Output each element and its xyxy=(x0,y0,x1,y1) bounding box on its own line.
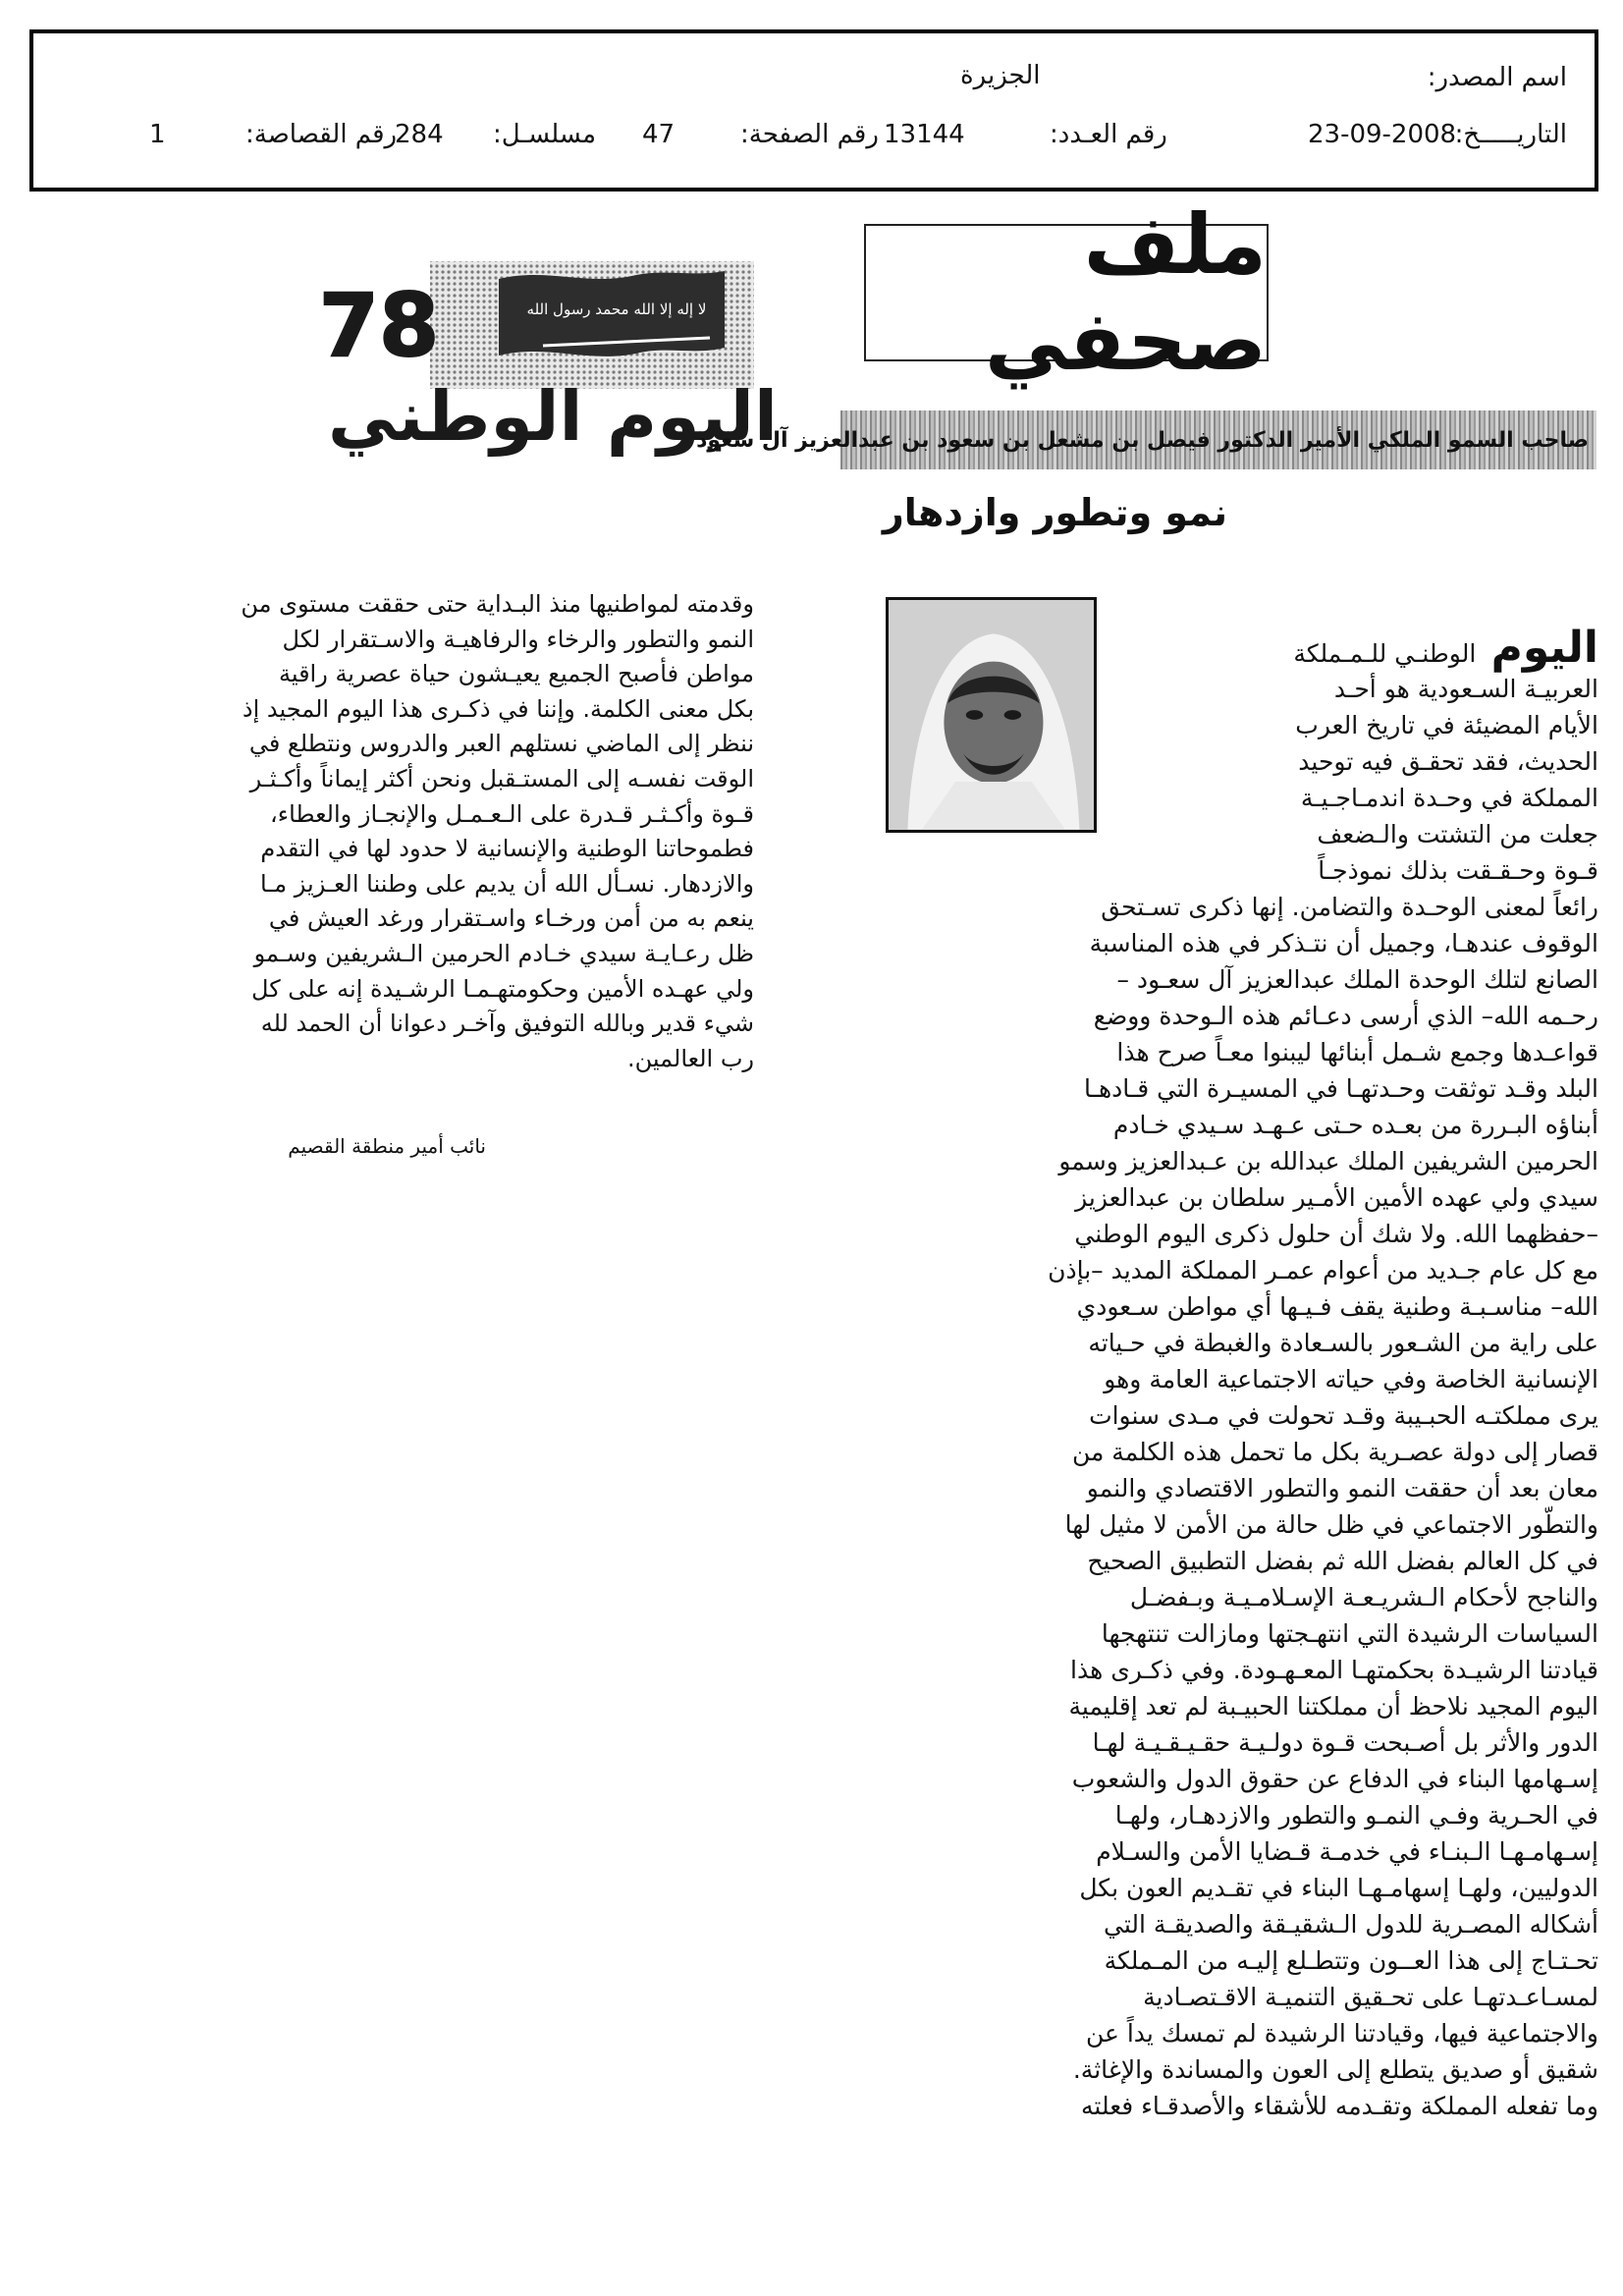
article-line: تحـتـاج إلى هذا العــون وتتطـلع إليـه من المـملكة xyxy=(1104,1946,1598,1975)
press-file-logo xyxy=(864,196,1269,389)
article-line: ننظر إلى الماضي نستلهم العبر والدروس ونتطلع في xyxy=(248,730,754,758)
article-line: أشكاله المصـرية للدول الـشقيـقة والصديقـة التي xyxy=(1104,1910,1598,1939)
article-line: وما تفعله المملكة وتقـدمه للأشقاء والأصدقـاء فعلته xyxy=(1081,2092,1598,2120)
article-line: الإنسانية الخاصة وفي حياته الاجتماعية العامة وهو xyxy=(1104,1365,1598,1394)
clipping-value: 1 xyxy=(149,120,166,149)
article-line: المملكة في وحـدة اندمـاجـيـة xyxy=(1300,784,1598,812)
article-left-column xyxy=(241,587,754,1076)
article-line: الله– مناسـبـة وطنية يقف فـيـها أي مواطن سـعودي xyxy=(1076,1292,1598,1321)
article-line: إسـهامها البناء في الدفاع عن حقوق الدول والشعوب xyxy=(1071,1765,1598,1793)
article-line: سيدي ولي عهده الأمين الأمـير سلطان بن عبدالعزيز xyxy=(1075,1183,1598,1212)
article-line: –حفظهما الله. ولا شك أن حلول ذكرى اليوم الوطني xyxy=(1074,1220,1598,1248)
article-line: رحـمه الله– الذي أرسى دعـائم هذه الـوحدة ووضع xyxy=(1093,1002,1598,1030)
date-value: 23-09-2008 xyxy=(1308,120,1457,149)
article-line: رائعاً لمعنى الوحـدة والتضامن. إنها ذكرى تسـتحق xyxy=(1101,893,1598,921)
article-line: العربيـة السـعودية هو أحـد xyxy=(1333,675,1598,703)
article-line: قيادتنا الرشيـدة بحكمتهـا المعـهـودة. وفي ذكـرى هذا xyxy=(1070,1656,1598,1684)
article-line: شيء قدير وبالله التوفيق وآخـر دعوانا أن الحمد لله xyxy=(260,1010,754,1038)
issue-value: 13144 xyxy=(884,120,965,149)
national-day-number: 78 xyxy=(318,275,440,376)
article-author-banner: صاحب السمو الملكي الأمير الدكتور فيصل بن مشعل بن سعود بن عبدالعزيز آل سعود xyxy=(696,427,1589,453)
article-line: السياسات الرشيدة التي انتهـجتها ومازالت تنتهجها xyxy=(1101,1619,1598,1648)
article-line: جعلت من التشتت والـضعف xyxy=(1317,820,1598,848)
serial-label: مسلسـل: xyxy=(493,120,596,149)
article-right-text xyxy=(852,623,1598,2124)
serial-value: 284 xyxy=(395,120,444,149)
article-line: الدوليين، ولهـا إسهامـهـا البناء في تقـديم العون بكل xyxy=(1079,1874,1598,1902)
article-line: اليوم المجيد نلاحظ أن مملكتنا الحبيـبة لم تعد إقليمية xyxy=(1068,1692,1598,1721)
article-line: ولي عهـده الأمين وحكومتهـمـا الرشـيدة إنه على كل xyxy=(251,974,754,1003)
article-left-text xyxy=(241,587,754,1076)
press-file-logo-text: ملف صحفي xyxy=(984,196,1267,389)
article-line: اليوم الوطنـي للـمـملكة xyxy=(1293,623,1598,673)
article-line: البلد وقـد توثقت وحـدتهـا في المسيـرة التي قـادهـا xyxy=(1084,1074,1598,1103)
article-line: يرى مملكتـه الحبـيبة وقـد تحولت في مـدى سنوات xyxy=(1089,1401,1598,1430)
article-line: مع كل عام جـديد من أعوام عمـر المملكة المديد –بإذن xyxy=(1048,1256,1598,1285)
article-lead-word: اليوم xyxy=(1476,623,1598,673)
article-line: النمو والتطور والرخاء والرفاهيـة والاسـتقرار لكل xyxy=(282,625,754,653)
source-label: اسم المصدر: xyxy=(1427,63,1567,92)
article-line: ظل رعـايـة سيدي خـادم الحرمين الـشريفين وسـمو xyxy=(253,939,754,967)
page-label: رقم الصفحة: xyxy=(740,120,879,149)
article-line: بكل معنى الكلمة. وإننا في ذكـرى هذا اليوم المجيد إذ xyxy=(242,694,754,723)
flag-inscription: لا إله إلا الله محمد رسول الله xyxy=(526,301,707,318)
article-line: الدور والأثر بل أصـبحت قـوة دولـيـة حقـيـقـيـة لهـا xyxy=(1092,1728,1598,1757)
article-right-column xyxy=(852,623,1598,2124)
article-line: على راية من الشـعور بالسـعادة والغبطة في حـياته xyxy=(1088,1329,1598,1357)
article-line: قواعـدها وجمع شـمل أبنائها ليبنوا معـاً صرح هذا xyxy=(1116,1038,1598,1066)
article-line: أبناؤه البـررة من بعـده حـتى عـهـد سـيدي خـادم xyxy=(1112,1111,1598,1139)
clipping-label: رقم القصاصة: xyxy=(245,120,398,149)
article-line: والناجح لأحكام الـشريـعـة الإسـلامـيـة وبـفضـل xyxy=(1129,1583,1598,1612)
article-banner xyxy=(696,410,1596,469)
article-line: مواطن فأصبح الجميع يعيـشون حياة عصرية راقية xyxy=(278,660,754,688)
article-line: شقيق أو صديق يتطلع إلى العون والمساندة والإغاثة. xyxy=(1072,2055,1598,2084)
article-line: قـوة وحـقـقت بذلك نموذجـاً xyxy=(1318,856,1598,885)
article-line: في كل العالم بفضل الله ثم بفضل التطبيق الصحيح xyxy=(1087,1547,1598,1575)
article-line: في الحـرية وفـي النمـو والتطور والازدهـار، ولهـا xyxy=(1114,1801,1598,1830)
article-title: نمو وتطور وازدهار xyxy=(882,491,1227,534)
source-value: الجزيرة xyxy=(960,61,1041,90)
article-line: الصانع لتلك الوحدة الملك عبدالعزيز آل سعـود – xyxy=(1116,965,1598,994)
date-label: التاريـــــخ: xyxy=(1454,120,1567,149)
clipping-header xyxy=(29,29,1598,191)
article-line: والاجتماعية فيها، وقيادتنا الرشيدة لم تمسك يداً عن xyxy=(1085,2019,1598,2048)
issue-label: رقم العـدد: xyxy=(1050,120,1167,149)
article-line: فطموحاتنا الوطنية والإنسانية لا حدود لها في التقدم xyxy=(260,835,754,863)
article-line: والتطّور الاجتماعي في ظل حالة من الأمن لا مثيل لها xyxy=(1064,1510,1598,1539)
article-line: الحرمين الشريفين الملك عبدالله بن عـبدالعزيز وسمو xyxy=(1058,1147,1598,1175)
article-line: قصار إلى دولة عصـرية بكل ما تحمل هذه الكلمة من xyxy=(1071,1438,1598,1466)
article-line: والازدهار. نسـأل الله أن يديم على وطننا العـزيز مـا xyxy=(259,869,754,898)
article-line: الحديث، فقد تحقـق فيه توحيد xyxy=(1298,747,1598,776)
article-line: إسـهامـهـا الـبنـاء في خدمـة قـضايا الأمن والسـلام xyxy=(1096,1837,1598,1866)
article-line: معان بعد أن حققت النمو والتطور الاقتصادي والنمو xyxy=(1086,1474,1598,1503)
article-line: ينعم به من أمن ورخـاء واسـتقرار ورغد العيش في xyxy=(268,904,754,933)
article-line: رب العالمين. xyxy=(626,1044,754,1072)
article-line: وقدمته لمواطنيها منذ البـداية حتى حققت مستوى من xyxy=(241,590,754,618)
article-line: لمسـاعـدتهـا على تحـقيق التنميـة الاقـتصـادية xyxy=(1143,1983,1598,2011)
national-day-text: اليوم الوطني xyxy=(328,376,778,457)
page-value: 47 xyxy=(642,120,676,149)
article-line: الوقوف عندهـا، وجميل أن نتـذكر في هذه المناسبة xyxy=(1089,929,1598,957)
article-line: قـوة وأكـثـر قـدرة على الـعـمـل والإنجـاز والعطاء، xyxy=(270,799,754,828)
article-line: الوقت نفسـه إلى المستـقبل ونحن أكثر إيماناً وأكـثـر xyxy=(249,764,754,793)
article-line: الأيام المضيئة في تاريخ العرب xyxy=(1295,711,1598,739)
author-signature: نائب أمير منطقة القصيم xyxy=(288,1134,486,1158)
